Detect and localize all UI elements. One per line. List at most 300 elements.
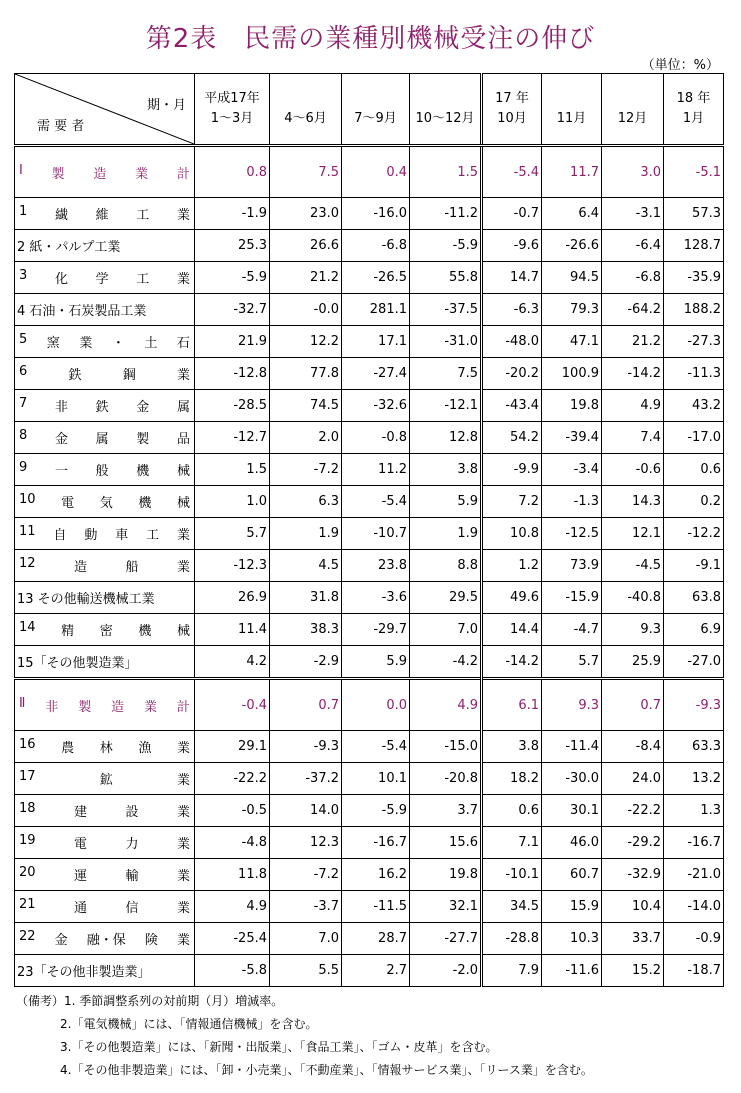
table-row bbox=[15, 518, 724, 550]
value-cell: -12.7 bbox=[195, 422, 270, 454]
value-cell: -6.4 bbox=[602, 230, 664, 262]
value-cell: 5.9 bbox=[342, 646, 410, 679]
value-cell: 7.0 bbox=[270, 923, 342, 955]
value-cell: 12.8 bbox=[410, 422, 482, 454]
value-cell: -3.7 bbox=[270, 891, 342, 923]
value-cell: 63.8 bbox=[664, 582, 724, 614]
value-cell: -37.2 bbox=[270, 763, 342, 795]
row-label bbox=[15, 390, 195, 422]
row-label: 23「その他非製造業」 bbox=[15, 955, 195, 987]
value-cell: -14.0 bbox=[664, 891, 724, 923]
row-label: 2 紙・パルプ工業 bbox=[15, 230, 195, 262]
value-cell: 0.6 bbox=[664, 454, 724, 486]
value-cell: -11.2 bbox=[410, 198, 482, 230]
row-label-text: 19 電 力 業 bbox=[19, 833, 190, 852]
summary-row bbox=[15, 146, 724, 198]
value-cell: 43.2 bbox=[664, 390, 724, 422]
value-cell: 55.8 bbox=[410, 262, 482, 294]
value-cell: 11.7 bbox=[542, 146, 602, 198]
value-cell: 29.5 bbox=[410, 582, 482, 614]
column-header-year: 17 年 bbox=[495, 91, 529, 106]
row-label bbox=[15, 486, 195, 518]
column-header-year bbox=[604, 89, 661, 109]
value-cell: 73.9 bbox=[542, 550, 602, 582]
value-cell: 12.3 bbox=[270, 827, 342, 859]
table-row bbox=[15, 294, 724, 326]
value-cell: 34.5 bbox=[482, 891, 542, 923]
table-row bbox=[15, 230, 724, 262]
value-cell: -11.6 bbox=[542, 955, 602, 987]
row-label bbox=[15, 422, 195, 454]
value-cell: 1.9 bbox=[270, 518, 342, 550]
value-cell: 26.6 bbox=[270, 230, 342, 262]
value-cell: -22.2 bbox=[602, 795, 664, 827]
unit-label: （単位：%） bbox=[641, 58, 719, 73]
row-label: 13 その他輸送機械工業 bbox=[15, 582, 195, 614]
column-header bbox=[195, 74, 270, 146]
value-cell: -29.7 bbox=[342, 614, 410, 646]
value-cell: 54.2 bbox=[482, 422, 542, 454]
table-row bbox=[15, 358, 724, 390]
value-cell: 9.3 bbox=[602, 614, 664, 646]
value-cell: 26.9 bbox=[195, 582, 270, 614]
value-cell: -12.3 bbox=[195, 550, 270, 582]
value-cell: -6.8 bbox=[342, 230, 410, 262]
value-cell: 8.8 bbox=[410, 550, 482, 582]
column-header-year bbox=[344, 89, 407, 109]
value-cell: 6.9 bbox=[664, 614, 724, 646]
row-label-text: 17 鉱 業 bbox=[19, 769, 190, 788]
value-cell: -11.5 bbox=[342, 891, 410, 923]
value-cell: -9.3 bbox=[270, 731, 342, 763]
value-cell: -18.7 bbox=[664, 955, 724, 987]
value-cell: 0.6 bbox=[482, 795, 542, 827]
value-cell: 63.3 bbox=[664, 731, 724, 763]
value-cell: -43.4 bbox=[482, 390, 542, 422]
value-cell: 5.7 bbox=[195, 518, 270, 550]
table-row bbox=[15, 923, 724, 955]
value-cell: -1.9 bbox=[195, 198, 270, 230]
value-cell: -12.2 bbox=[664, 518, 724, 550]
table-row bbox=[15, 390, 724, 422]
value-cell: 79.3 bbox=[542, 294, 602, 326]
row-label-text: Ⅱ 非 製 造 業 計 bbox=[19, 695, 190, 715]
value-cell: 6.4 bbox=[542, 198, 602, 230]
value-cell: 21.9 bbox=[195, 326, 270, 358]
note-4: 4.「その他非製造業」には、「卸・小売業」、「不動産業」、「情報サービス業」、「リース業」を含む。 bbox=[60, 1063, 593, 1077]
value-cell: 47.1 bbox=[542, 326, 602, 358]
machinery-orders-table bbox=[14, 73, 724, 987]
value-cell: 14.7 bbox=[482, 262, 542, 294]
row-label-text: 7 非 鉄 金 属 bbox=[19, 396, 190, 415]
value-cell: 0.7 bbox=[270, 679, 342, 731]
value-cell: -11.3 bbox=[664, 358, 724, 390]
value-cell: 18.2 bbox=[482, 763, 542, 795]
column-header-period: 4～6月 bbox=[284, 111, 327, 126]
value-cell: 2.7 bbox=[342, 955, 410, 987]
table-row bbox=[15, 891, 724, 923]
value-cell: -16.0 bbox=[342, 198, 410, 230]
diagonal-header-cell bbox=[15, 74, 195, 146]
value-cell: -15.0 bbox=[410, 731, 482, 763]
value-cell: 25.3 bbox=[195, 230, 270, 262]
row-label bbox=[15, 614, 195, 646]
value-cell: 1.2 bbox=[482, 550, 542, 582]
row-label bbox=[15, 518, 195, 550]
value-cell: 19.8 bbox=[542, 390, 602, 422]
value-cell: -12.8 bbox=[195, 358, 270, 390]
value-cell: -5.9 bbox=[342, 795, 410, 827]
value-cell: -6.3 bbox=[482, 294, 542, 326]
note-3: 3.「その他製造業」には、「新聞・出版業」、「食品工業」、「ゴム・皮革」を含む。 bbox=[60, 1040, 498, 1054]
row-label bbox=[15, 763, 195, 795]
row-label-text: 20 運 輸 業 bbox=[19, 865, 190, 884]
value-cell: 3.8 bbox=[410, 454, 482, 486]
row-label bbox=[15, 550, 195, 582]
table-row bbox=[15, 486, 724, 518]
row-label-text: 16 農 林 漁 業 bbox=[19, 737, 190, 756]
column-header bbox=[542, 74, 602, 146]
summary-row bbox=[15, 679, 724, 731]
value-cell: -30.0 bbox=[542, 763, 602, 795]
value-cell: -20.8 bbox=[410, 763, 482, 795]
table-row bbox=[15, 763, 724, 795]
value-cell: 28.7 bbox=[342, 923, 410, 955]
value-cell: 21.2 bbox=[602, 326, 664, 358]
value-cell: 11.8 bbox=[195, 859, 270, 891]
value-cell: 6.1 bbox=[482, 679, 542, 731]
value-cell: 14.0 bbox=[270, 795, 342, 827]
value-cell: -12.1 bbox=[410, 390, 482, 422]
row-label-text: Ⅰ 製 造 業 計 bbox=[19, 162, 190, 182]
column-header bbox=[270, 74, 342, 146]
value-cell: 94.5 bbox=[542, 262, 602, 294]
value-cell: -9.6 bbox=[482, 230, 542, 262]
column-header-period: 1月 bbox=[682, 111, 705, 126]
value-cell: -27.3 bbox=[664, 326, 724, 358]
value-cell: 16.2 bbox=[342, 859, 410, 891]
note-2: 2.「電気機械」には、「情報通信機械」を含む。 bbox=[60, 1017, 318, 1031]
page-title: 第2表 民需の業種別機械受注の伸び bbox=[145, 24, 596, 54]
value-cell: -3.6 bbox=[342, 582, 410, 614]
row-label-text: 21 通 信 業 bbox=[19, 897, 190, 916]
value-cell: -1.3 bbox=[542, 486, 602, 518]
value-cell: 31.8 bbox=[270, 582, 342, 614]
value-cell: -5.4 bbox=[342, 486, 410, 518]
value-cell: 2.0 bbox=[270, 422, 342, 454]
value-cell: -17.0 bbox=[664, 422, 724, 454]
value-cell: 4.9 bbox=[410, 679, 482, 731]
value-cell: -2.0 bbox=[410, 955, 482, 987]
table-header-row bbox=[15, 74, 724, 146]
value-cell: 49.6 bbox=[482, 582, 542, 614]
value-cell: 33.7 bbox=[602, 923, 664, 955]
column-header bbox=[482, 74, 542, 146]
value-cell: 3.7 bbox=[410, 795, 482, 827]
value-cell: -9.9 bbox=[482, 454, 542, 486]
value-cell: 23.8 bbox=[342, 550, 410, 582]
value-cell: 5.7 bbox=[542, 646, 602, 679]
value-cell: -11.4 bbox=[542, 731, 602, 763]
value-cell: 77.8 bbox=[270, 358, 342, 390]
value-cell: 74.5 bbox=[270, 390, 342, 422]
row-label bbox=[15, 891, 195, 923]
row-label bbox=[15, 454, 195, 486]
value-cell: 188.2 bbox=[664, 294, 724, 326]
value-cell: 4.9 bbox=[195, 891, 270, 923]
note-1: （備考）1. 季節調整系列の対前期（月）増減率。 bbox=[16, 994, 284, 1008]
value-cell: 12.1 bbox=[602, 518, 664, 550]
row-label bbox=[15, 262, 195, 294]
value-cell: 1.3 bbox=[664, 795, 724, 827]
value-cell: 14.3 bbox=[602, 486, 664, 518]
value-cell: -4.5 bbox=[602, 550, 664, 582]
table-row bbox=[15, 422, 724, 454]
value-cell: -0.4 bbox=[195, 679, 270, 731]
value-cell: -25.4 bbox=[195, 923, 270, 955]
notes bbox=[16, 990, 593, 1082]
value-cell: -7.2 bbox=[270, 454, 342, 486]
column-header-year: 18 年 bbox=[676, 91, 711, 106]
value-cell: 7.1 bbox=[482, 827, 542, 859]
table-row bbox=[15, 198, 724, 230]
row-label bbox=[15, 679, 195, 731]
value-cell: 6.3 bbox=[270, 486, 342, 518]
column-header-period: 10～12月 bbox=[415, 111, 475, 126]
row-label-text: 1 繊 維 工 業 bbox=[19, 204, 190, 223]
value-cell: 7.5 bbox=[270, 146, 342, 198]
value-cell: -64.2 bbox=[602, 294, 664, 326]
value-cell: 100.9 bbox=[542, 358, 602, 390]
value-cell: 60.7 bbox=[542, 859, 602, 891]
row-label bbox=[15, 731, 195, 763]
value-cell: 7.4 bbox=[602, 422, 664, 454]
column-header-period: 1～3月 bbox=[210, 111, 254, 126]
value-cell: -0.0 bbox=[270, 294, 342, 326]
value-cell: 46.0 bbox=[542, 827, 602, 859]
value-cell: 4.9 bbox=[602, 390, 664, 422]
value-cell: -8.4 bbox=[602, 731, 664, 763]
value-cell: 0.0 bbox=[342, 679, 410, 731]
value-cell: -6.8 bbox=[602, 262, 664, 294]
value-cell: -0.9 bbox=[664, 923, 724, 955]
value-cell: 57.3 bbox=[664, 198, 724, 230]
value-cell: -3.1 bbox=[602, 198, 664, 230]
value-cell: 3.0 bbox=[602, 146, 664, 198]
value-cell: 10.3 bbox=[542, 923, 602, 955]
value-cell: -39.4 bbox=[542, 422, 602, 454]
value-cell: 11.2 bbox=[342, 454, 410, 486]
value-cell: -29.2 bbox=[602, 827, 664, 859]
value-cell: -7.2 bbox=[270, 859, 342, 891]
value-cell: 1.0 bbox=[195, 486, 270, 518]
value-cell: -32.9 bbox=[602, 859, 664, 891]
column-header-year: 平成17年 bbox=[204, 91, 260, 106]
table-row bbox=[15, 582, 724, 614]
table-row bbox=[15, 731, 724, 763]
value-cell: 29.1 bbox=[195, 731, 270, 763]
value-cell: -12.5 bbox=[542, 518, 602, 550]
value-cell: 24.0 bbox=[602, 763, 664, 795]
value-cell: 10.1 bbox=[342, 763, 410, 795]
value-cell: -22.2 bbox=[195, 763, 270, 795]
row-label-text: 5 窯 業 ・ 土 石 bbox=[19, 332, 190, 351]
value-cell: -31.0 bbox=[410, 326, 482, 358]
table-row bbox=[15, 827, 724, 859]
value-cell: 7.9 bbox=[482, 955, 542, 987]
value-cell: -5.8 bbox=[195, 955, 270, 987]
value-cell: -32.6 bbox=[342, 390, 410, 422]
column-header bbox=[342, 74, 410, 146]
row-label: 4 石油・石炭製品工業 bbox=[15, 294, 195, 326]
row-label bbox=[15, 827, 195, 859]
value-cell: 25.9 bbox=[602, 646, 664, 679]
value-cell: -20.2 bbox=[482, 358, 542, 390]
table-row bbox=[15, 859, 724, 891]
row-label-text: 6 鉄 鋼 業 bbox=[19, 364, 190, 383]
table-row bbox=[15, 326, 724, 358]
value-cell: -15.9 bbox=[542, 582, 602, 614]
period-header-label: 期・月 bbox=[146, 98, 186, 113]
demand-header-label: 需 要 者 bbox=[37, 119, 85, 134]
row-label: 15「その他製造業」 bbox=[15, 646, 195, 679]
value-cell: -2.9 bbox=[270, 646, 342, 679]
column-header-year bbox=[272, 89, 339, 109]
row-label-text: 10 電 気 機 械 bbox=[19, 492, 190, 511]
column-header-year bbox=[412, 89, 478, 109]
value-cell: -10.7 bbox=[342, 518, 410, 550]
value-cell: 11.4 bbox=[195, 614, 270, 646]
value-cell: 3.8 bbox=[482, 731, 542, 763]
value-cell: -5.4 bbox=[342, 731, 410, 763]
row-label-text: 11 自 動 車 工 業 bbox=[19, 524, 190, 543]
row-label bbox=[15, 923, 195, 955]
value-cell: -5.1 bbox=[664, 146, 724, 198]
row-label bbox=[15, 358, 195, 390]
row-label bbox=[15, 859, 195, 891]
value-cell: 12.2 bbox=[270, 326, 342, 358]
value-cell: -21.0 bbox=[664, 859, 724, 891]
value-cell: 9.3 bbox=[542, 679, 602, 731]
value-cell: -40.8 bbox=[602, 582, 664, 614]
value-cell: -28.5 bbox=[195, 390, 270, 422]
row-label-text: 8 金 属 製 品 bbox=[19, 428, 190, 447]
value-cell: 1.5 bbox=[195, 454, 270, 486]
row-label-text: 9 一 般 機 械 bbox=[19, 460, 190, 479]
value-cell: -14.2 bbox=[482, 646, 542, 679]
value-cell: 14.4 bbox=[482, 614, 542, 646]
value-cell: -4.7 bbox=[542, 614, 602, 646]
table-row bbox=[15, 550, 724, 582]
table-row bbox=[15, 646, 724, 679]
row-label-text: 3 化 学 工 業 bbox=[19, 268, 190, 287]
row-label bbox=[15, 198, 195, 230]
value-cell: 10.4 bbox=[602, 891, 664, 923]
value-cell: -9.1 bbox=[664, 550, 724, 582]
value-cell: 13.2 bbox=[664, 763, 724, 795]
value-cell: -10.1 bbox=[482, 859, 542, 891]
value-cell: -5.9 bbox=[195, 262, 270, 294]
value-cell: -4.2 bbox=[410, 646, 482, 679]
value-cell: 0.4 bbox=[342, 146, 410, 198]
value-cell: 4.5 bbox=[270, 550, 342, 582]
column-header bbox=[602, 74, 664, 146]
value-cell: -3.4 bbox=[542, 454, 602, 486]
row-label-text: 12 造 船 業 bbox=[19, 556, 190, 575]
value-cell: -16.7 bbox=[342, 827, 410, 859]
table-row bbox=[15, 262, 724, 294]
row-label-text: 22 金 融・保 険 業 bbox=[19, 929, 190, 948]
value-cell: 7.5 bbox=[410, 358, 482, 390]
value-cell: 21.2 bbox=[270, 262, 342, 294]
value-cell: 23.0 bbox=[270, 198, 342, 230]
value-cell: 15.9 bbox=[542, 891, 602, 923]
value-cell: 5.5 bbox=[270, 955, 342, 987]
value-cell: 19.8 bbox=[410, 859, 482, 891]
value-cell: -9.3 bbox=[664, 679, 724, 731]
value-cell: -16.7 bbox=[664, 827, 724, 859]
value-cell: 4.2 bbox=[195, 646, 270, 679]
value-cell: 7.0 bbox=[410, 614, 482, 646]
value-cell: -48.0 bbox=[482, 326, 542, 358]
value-cell: -0.8 bbox=[342, 422, 410, 454]
value-cell: 30.1 bbox=[542, 795, 602, 827]
value-cell: 15.6 bbox=[410, 827, 482, 859]
row-label bbox=[15, 326, 195, 358]
table-row bbox=[15, 614, 724, 646]
value-cell: 7.2 bbox=[482, 486, 542, 518]
row-label-text: 14 精 密 機 械 bbox=[19, 620, 190, 639]
value-cell: -0.5 bbox=[195, 795, 270, 827]
value-cell: -0.7 bbox=[482, 198, 542, 230]
value-cell: 0.8 bbox=[195, 146, 270, 198]
column-header-period: 12月 bbox=[617, 111, 648, 126]
value-cell: -27.4 bbox=[342, 358, 410, 390]
column-header bbox=[664, 74, 724, 146]
table-row bbox=[15, 955, 724, 987]
value-cell: 38.3 bbox=[270, 614, 342, 646]
value-cell: 1.9 bbox=[410, 518, 482, 550]
value-cell: 1.5 bbox=[410, 146, 482, 198]
column-header-period: 11月 bbox=[556, 111, 587, 126]
value-cell: -28.8 bbox=[482, 923, 542, 955]
value-cell: -27.7 bbox=[410, 923, 482, 955]
value-cell: -26.6 bbox=[542, 230, 602, 262]
column-header bbox=[410, 74, 482, 146]
value-cell: -32.7 bbox=[195, 294, 270, 326]
value-cell: -26.5 bbox=[342, 262, 410, 294]
value-cell: 0.7 bbox=[602, 679, 664, 731]
column-header-period: 7～9月 bbox=[354, 111, 397, 126]
value-cell: -14.2 bbox=[602, 358, 664, 390]
row-label-text: 18 建 設 業 bbox=[19, 801, 190, 820]
value-cell: -0.6 bbox=[602, 454, 664, 486]
value-cell: -5.4 bbox=[482, 146, 542, 198]
value-cell: -4.8 bbox=[195, 827, 270, 859]
value-cell: 15.2 bbox=[602, 955, 664, 987]
row-label bbox=[15, 146, 195, 198]
value-cell: 32.1 bbox=[410, 891, 482, 923]
column-header-year bbox=[544, 89, 599, 109]
value-cell: 0.2 bbox=[664, 486, 724, 518]
column-header-period: 10月 bbox=[497, 111, 527, 126]
value-cell: 281.1 bbox=[342, 294, 410, 326]
row-label bbox=[15, 795, 195, 827]
table-row bbox=[15, 795, 724, 827]
value-cell: -27.0 bbox=[664, 646, 724, 679]
value-cell: 128.7 bbox=[664, 230, 724, 262]
value-cell: -37.5 bbox=[410, 294, 482, 326]
